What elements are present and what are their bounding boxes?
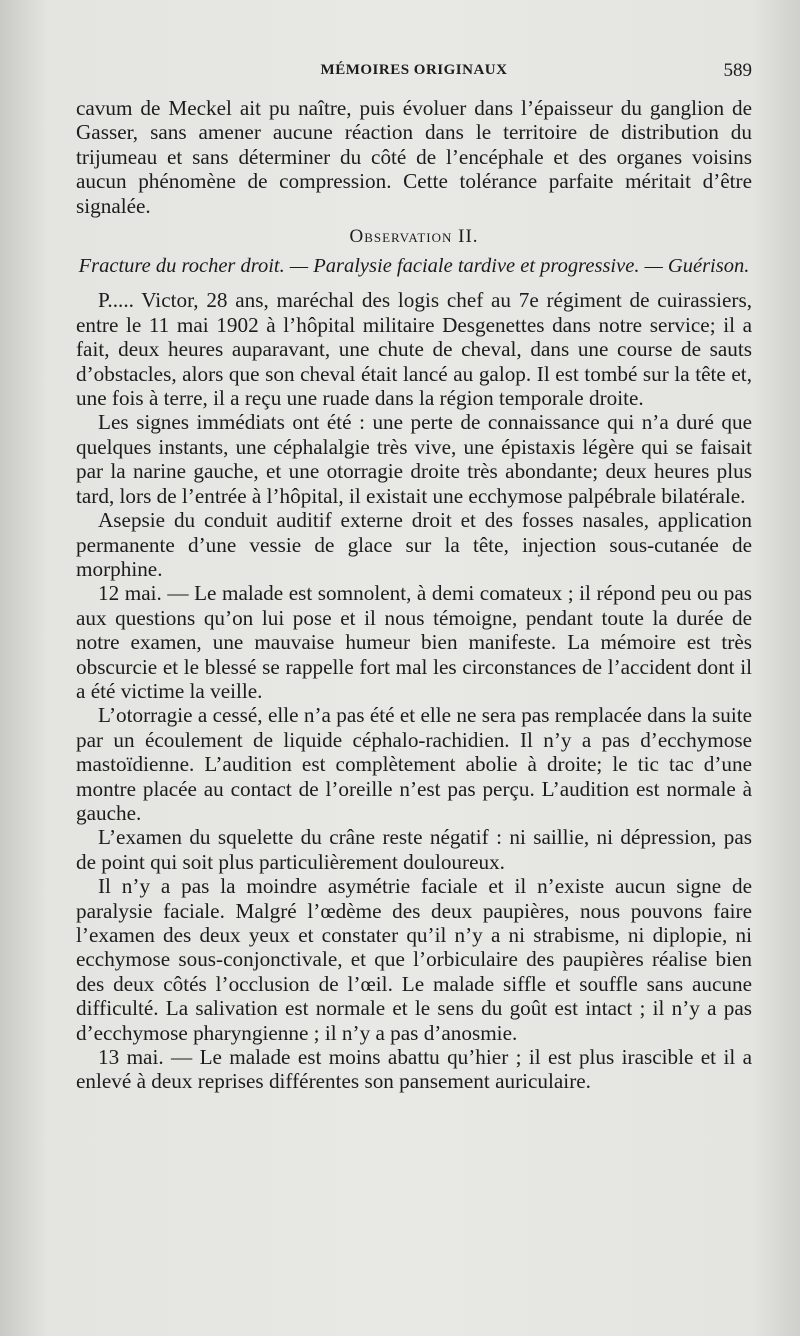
paragraph-may-13: 13 mai. — Le malade est moins abattu qu’hier ; il est plus irascible et il a enlevé à deux reprises différentes son pansement auriculaire. <box>76 1045 752 1094</box>
page-number: 589 <box>723 60 752 81</box>
paragraph-otorrhagia: L’otorragie a cessé, elle n’a pas été et elle ne sera pas remplacée dans la suite par un écoulement de liquide céphalo-rachidien. Il n’y a pas d’ecchymose mastoïdienne. L’audition est complètement abolie à droite; le tic tac d’une montre placée au contact de l’oreille n’est pas perçu. L’audition est normale à gauche. <box>76 703 752 825</box>
observation-subtitle: Fracture du rocher droit. — Paralysie faciale tardive et progressive. — Guérison. <box>78 255 750 278</box>
paragraph-immediate-signs: Les signes immédiats ont été : une perte de connaissance qui n’a duré que quelques instants, une céphalalgie très vive, une épistaxis légère qui se faisait par la narine gauche, et une otorragie droite très abondante; deux heures plus tard, lors de l’entrée à l’hôpital, il existait une ecchymose palpébrale bilatérale. <box>76 410 752 508</box>
running-title: MÉMOIRES ORIGINAUX <box>320 62 508 78</box>
running-header <box>76 62 752 84</box>
body-text <box>76 96 752 1094</box>
paragraph-case-intro: P..... Victor, 28 ans, maréchal des logis chef au 7e régiment de cuirassiers, entre le 11 mai 1902 à l’hôpital militaire Desgenettes dans notre service; il a fait, deux heures auparavant, une chute de cheval, dans une course de sauts d’obstacles, alors que son cheval était lancé au galop. Il est tombé sur la tête et, une fois à terre, il a reçu une ruade dans la région temporale droite. <box>76 288 752 411</box>
observation-title: Observation II. <box>349 226 479 248</box>
paragraph-facial-exam: Il n’y a pas la moindre asymétrie faciale et il n’existe aucun signe de paralysie faciale. Malgré l’œdème des deux paupières, nous pouvons faire l’examen des deux yeux et constater qu’il n’y a ni strabisme, ni diplopie, ni ecchymose sous-conjonctivale, et que l’orbiculaire des paupières réalise bien des deux côtés l’occlusion de l’œil. Le malade siffle et souffle sans aucune difficulté. La salivation est normale et le sens du goût est intact ; il n’y a pas d’ecchymose pharyngienne ; il n’y a pas d’anosmie. <box>76 874 752 1045</box>
paragraph-treatment: Asepsie du conduit auditif externe droit et des fosses nasales, application permanente d’une vessie de glace sur la tête, injection sous-cutanée de morphine. <box>76 508 752 581</box>
paragraph-continuation: cavum de Meckel ait pu naître, puis évoluer dans l’épaisseur du ganglion de Gasser, sans amener aucune réaction dans le territoire de distribution du trijumeau et sans déterminer du côté de l’encéphale et des organes voisins aucun phénomène de compression. Cette tolérance parfaite méritait d’être signalée. <box>76 96 752 218</box>
paragraph-skull-exam: L’examen du squelette du crâne reste négatif : ni saillie, ni dépression, pas de point qui soit plus particulièrement douloureux. <box>76 825 752 874</box>
paragraph-may-12: 12 mai. — Le malade est somnolent, à demi comateux ; il répond peu ou pas aux questions qu’on lui pose et il nous témoigne, pendant toute la durée de notre examen, une mauvaise humeur bien manifeste. La mémoire est très obscurcie et le blessé se rappelle fort mal les circonstances de l’accident dont il a été victime la veille. <box>76 581 752 703</box>
